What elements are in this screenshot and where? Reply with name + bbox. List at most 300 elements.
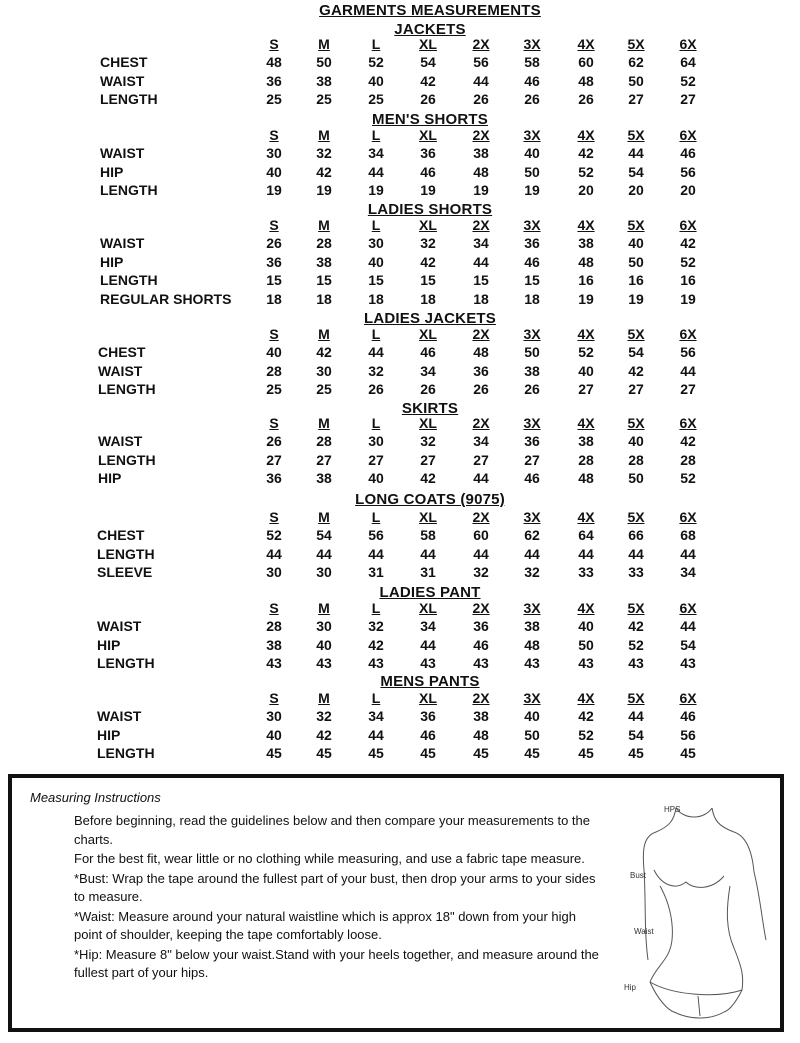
section-title: LONG COATS (9075) [355, 491, 505, 508]
measurement-value: 27 [524, 451, 540, 468]
measurement-value: 28 [316, 433, 332, 450]
measurement-value: 44 [680, 545, 696, 562]
size-header: 6X [679, 415, 697, 431]
measurement-value: 38 [316, 72, 332, 89]
measurement-value: 27 [628, 381, 644, 398]
measurement-value: 50 [316, 54, 332, 71]
measurement-value: 30 [266, 708, 282, 725]
measurement-value: 43 [266, 655, 282, 672]
size-header: XL [419, 217, 437, 233]
size-header: 5X [627, 127, 645, 143]
measurement-value: 52 [368, 54, 384, 71]
measurement-value: 40 [628, 235, 644, 252]
size-header: XL [419, 127, 437, 143]
measurement-value: 50 [524, 726, 540, 743]
measurement-value: 42 [628, 618, 644, 635]
measurement-label: CHEST [100, 54, 148, 71]
measurement-label: CHEST [98, 344, 146, 361]
measurement-label: LENGTH [100, 91, 158, 108]
measurement-value: 43 [316, 655, 332, 672]
size-header: 6X [679, 509, 697, 525]
instruction-paragraph: For the best fit, wear little or no clothing while measuring, and use a fabric tape measure. [74, 851, 585, 866]
measurement-value: 44 [473, 253, 489, 270]
size-header: 3X [523, 217, 541, 233]
measurement-value: 16 [628, 272, 644, 289]
measurement-value: 31 [368, 564, 384, 581]
measurement-value: 52 [578, 726, 594, 743]
measurement-value: 54 [316, 527, 332, 544]
measurement-value: 48 [578, 253, 594, 270]
size-header: M [318, 217, 330, 233]
measurement-value: 56 [680, 344, 696, 361]
measurement-value: 50 [524, 163, 540, 180]
measurement-value: 48 [524, 636, 540, 653]
size-header: 2X [472, 217, 490, 233]
size-header: M [318, 690, 330, 706]
size-header: 3X [523, 127, 541, 143]
measurement-value: 46 [420, 163, 436, 180]
size-header: 4X [577, 690, 595, 706]
measurement-label: WAIST [97, 708, 142, 725]
measurement-value: 27 [420, 451, 436, 468]
measurement-value: 36 [473, 362, 489, 379]
measurement-value: 44 [628, 708, 644, 725]
size-header: XL [419, 600, 437, 616]
size-header: 5X [627, 690, 645, 706]
measurement-value: 44 [316, 545, 332, 562]
measurement-value: 40 [524, 145, 540, 162]
measurement-value: 52 [578, 344, 594, 361]
measurement-value: 26 [420, 91, 436, 108]
measurement-value: 50 [578, 636, 594, 653]
measurement-value: 44 [680, 362, 696, 379]
measurement-value: 34 [420, 618, 436, 635]
measurement-value: 28 [266, 362, 282, 379]
measurement-label: LENGTH [97, 745, 155, 762]
section-title: LADIES JACKETS [364, 310, 496, 327]
measurement-value: 44 [368, 726, 384, 743]
measurement-value: 56 [368, 527, 384, 544]
size-header: 3X [523, 690, 541, 706]
size-header: L [371, 509, 381, 525]
measurement-value: 26 [266, 433, 282, 450]
measurement-value: 56 [680, 726, 696, 743]
measurement-value: 36 [266, 253, 282, 270]
measurement-value: 34 [368, 145, 384, 162]
measurement-value: 32 [316, 145, 332, 162]
measurement-value: 26 [473, 381, 489, 398]
size-header: 2X [472, 509, 490, 525]
measurement-value: 52 [680, 470, 696, 487]
measurement-value: 19 [680, 290, 696, 307]
size-header: M [318, 600, 330, 616]
measurement-value: 52 [680, 253, 696, 270]
measurement-value: 54 [680, 636, 696, 653]
measurement-value: 56 [473, 54, 489, 71]
measurement-value: 25 [316, 381, 332, 398]
measurement-value: 64 [680, 54, 696, 71]
measurement-label: HIP [97, 726, 121, 743]
size-header: 5X [627, 415, 645, 431]
measurement-value: 26 [420, 381, 436, 398]
measurement-value: 42 [316, 163, 332, 180]
measurement-label: HIP [97, 636, 121, 653]
measurement-value: 38 [524, 618, 540, 635]
measurement-value: 40 [266, 163, 282, 180]
measurement-value: 62 [524, 527, 540, 544]
size-header: XL [419, 36, 437, 52]
size-header: S [269, 127, 279, 143]
measurement-value: 28 [266, 618, 282, 635]
size-header: 4X [577, 127, 595, 143]
size-header: 6X [679, 690, 697, 706]
measurement-value: 26 [524, 381, 540, 398]
size-header: L [371, 690, 381, 706]
measurement-value: 26 [266, 235, 282, 252]
measurement-value: 38 [578, 235, 594, 252]
size-header: 2X [472, 415, 490, 431]
size-header: 4X [577, 217, 595, 233]
section-title: SKIRTS [401, 400, 459, 417]
measurement-value: 44 [628, 545, 644, 562]
measurement-value: 36 [524, 235, 540, 252]
measurement-value: 40 [266, 344, 282, 361]
size-header: 5X [627, 36, 645, 52]
measurement-label: WAIST [98, 362, 143, 379]
measurement-label: CHEST [97, 527, 145, 544]
size-header: S [269, 326, 279, 342]
measurement-value: 60 [578, 54, 594, 71]
size-header: L [371, 326, 381, 342]
measurement-value: 42 [680, 433, 696, 450]
measurement-value: 40 [578, 618, 594, 635]
measurement-value: 18 [473, 290, 489, 307]
measurement-value: 38 [473, 145, 489, 162]
measurement-value: 18 [266, 290, 282, 307]
section-title: JACKETS [394, 21, 466, 38]
measurement-value: 28 [680, 451, 696, 468]
measurement-value: 28 [628, 451, 644, 468]
measurement-value: 44 [473, 545, 489, 562]
measurement-value: 54 [628, 344, 644, 361]
measurement-value: 19 [420, 182, 436, 199]
measurement-value: 18 [420, 290, 436, 307]
instruction-paragraph: Before beginning, read the guidelines below and then compare your measurements to the charts. [74, 813, 590, 847]
size-header: 5X [627, 600, 645, 616]
figure-label-hps: HPS [664, 805, 681, 814]
measurement-value: 40 [628, 433, 644, 450]
section-title: LADIES SHORTS [367, 201, 493, 218]
measurement-value: 30 [266, 564, 282, 581]
measurement-value: 30 [266, 145, 282, 162]
measurement-value: 15 [524, 272, 540, 289]
size-header: XL [419, 326, 437, 342]
measurement-value: 42 [578, 145, 594, 162]
size-header: 2X [472, 600, 490, 616]
measurement-value: 60 [473, 527, 489, 544]
measurement-value: 42 [316, 344, 332, 361]
measurement-value: 40 [524, 708, 540, 725]
measurement-value: 68 [680, 527, 696, 544]
page-title: GARMENTS MEASUREMENTS [319, 2, 541, 19]
measurement-value: 54 [420, 54, 436, 71]
measurement-value: 48 [266, 54, 282, 71]
measurement-value: 38 [473, 708, 489, 725]
measurement-value: 25 [266, 91, 282, 108]
measurement-value: 42 [420, 72, 436, 89]
measurement-value: 36 [266, 72, 282, 89]
measurement-value: 44 [368, 163, 384, 180]
measurement-value: 34 [368, 708, 384, 725]
size-header: M [318, 326, 330, 342]
measurement-value: 34 [473, 235, 489, 252]
measurement-value: 48 [473, 726, 489, 743]
measurement-value: 19 [266, 182, 282, 199]
size-header: XL [419, 509, 437, 525]
measurement-value: 56 [680, 163, 696, 180]
torso-illustration [614, 790, 784, 1028]
size-header: M [318, 127, 330, 143]
measurement-value: 45 [368, 745, 384, 762]
measurement-value: 44 [420, 636, 436, 653]
measurement-value: 26 [473, 91, 489, 108]
measurement-label: HIP [100, 163, 124, 180]
size-header: 2X [472, 326, 490, 342]
measurement-value: 44 [628, 145, 644, 162]
measurement-value: 26 [524, 91, 540, 108]
measurement-value: 25 [266, 381, 282, 398]
measurement-value: 44 [524, 545, 540, 562]
measurement-value: 15 [266, 272, 282, 289]
measurement-value: 48 [578, 470, 594, 487]
measurement-value: 32 [368, 362, 384, 379]
measurement-value: 43 [680, 655, 696, 672]
measurement-value: 20 [578, 182, 594, 199]
measurement-value: 40 [266, 726, 282, 743]
measurement-value: 15 [420, 272, 436, 289]
measurement-value: 36 [420, 145, 436, 162]
measurement-value: 44 [473, 72, 489, 89]
measurement-value: 30 [368, 433, 384, 450]
measurement-value: 27 [628, 91, 644, 108]
measurement-value: 32 [524, 564, 540, 581]
measurement-value: 19 [578, 290, 594, 307]
measurement-value: 27 [316, 451, 332, 468]
section-title: MEN'S SHORTS [372, 111, 488, 128]
measurement-value: 30 [316, 618, 332, 635]
measurement-value: 44 [473, 470, 489, 487]
measurement-value: 36 [473, 618, 489, 635]
size-header: S [269, 690, 279, 706]
measurement-value: 43 [628, 655, 644, 672]
measurement-value: 19 [368, 182, 384, 199]
measurement-label: HIP [100, 253, 124, 270]
measurement-value: 52 [628, 636, 644, 653]
measurement-value: 38 [316, 253, 332, 270]
size-header: M [318, 415, 330, 431]
measurement-label: WAIST [100, 235, 145, 252]
instruction-paragraph: *Bust: Wrap the tape around the fullest part of your bust, then drop your arms to your sides to measure. [74, 870, 596, 904]
measurement-value: 19 [473, 182, 489, 199]
size-header: 5X [627, 509, 645, 525]
measurement-value: 54 [628, 163, 644, 180]
measurement-value: 62 [628, 54, 644, 71]
measurement-value: 45 [628, 745, 644, 762]
size-header: XL [419, 415, 437, 431]
size-header: S [269, 36, 279, 52]
size-header: XL [419, 690, 437, 706]
measurement-value: 52 [266, 527, 282, 544]
measurement-value: 15 [316, 272, 332, 289]
measurement-value: 46 [473, 636, 489, 653]
measurement-value: 32 [420, 235, 436, 252]
measurement-value: 42 [368, 636, 384, 653]
size-header: 4X [577, 36, 595, 52]
measurement-value: 45 [316, 745, 332, 762]
measurement-value: 43 [420, 655, 436, 672]
measurement-value: 18 [524, 290, 540, 307]
body-measurement-figure [614, 790, 784, 1028]
measurement-value: 36 [266, 470, 282, 487]
measurement-value: 20 [680, 182, 696, 199]
measurement-value: 36 [524, 433, 540, 450]
measurement-value: 44 [420, 545, 436, 562]
size-header: 4X [577, 415, 595, 431]
size-header: 2X [472, 36, 490, 52]
measurement-value: 50 [628, 253, 644, 270]
measurement-value: 34 [473, 433, 489, 450]
measurement-value: 45 [578, 745, 594, 762]
measurement-value: 15 [473, 272, 489, 289]
measurement-label: HIP [98, 470, 122, 487]
measurement-value: 28 [578, 451, 594, 468]
measurement-value: 40 [368, 72, 384, 89]
measurement-value: 45 [420, 745, 436, 762]
measurement-value: 20 [628, 182, 644, 199]
size-header: 6X [679, 36, 697, 52]
measurement-value: 44 [368, 545, 384, 562]
measurement-value: 19 [628, 290, 644, 307]
measuring-instructions-box [8, 774, 784, 1032]
size-header: L [371, 36, 381, 52]
measurement-value: 42 [680, 235, 696, 252]
measurement-value: 32 [316, 708, 332, 725]
measurement-value: 46 [680, 708, 696, 725]
measurement-value: 42 [420, 253, 436, 270]
size-header: 6X [679, 600, 697, 616]
measurement-value: 25 [368, 91, 384, 108]
size-header: 6X [679, 326, 697, 342]
size-header: 2X [472, 127, 490, 143]
size-header: L [371, 217, 381, 233]
measurement-value: 32 [368, 618, 384, 635]
measurement-value: 44 [578, 545, 594, 562]
size-header: L [371, 415, 381, 431]
measurement-value: 43 [473, 655, 489, 672]
measurement-value: 30 [368, 235, 384, 252]
measurement-value: 19 [524, 182, 540, 199]
measurement-label: REGULAR SHORTS [100, 290, 232, 307]
size-header: 3X [523, 415, 541, 431]
measurement-value: 46 [420, 344, 436, 361]
figure-label-hip: Hip [624, 983, 637, 992]
size-header: 4X [577, 509, 595, 525]
figure-label-waist: Waist [634, 927, 654, 936]
measurement-value: 64 [578, 527, 594, 544]
measurement-value: 27 [578, 381, 594, 398]
measurement-value: 40 [368, 470, 384, 487]
measurement-value: 30 [316, 564, 332, 581]
measurement-label: LENGTH [97, 655, 155, 672]
measurement-value: 46 [680, 145, 696, 162]
size-header: M [318, 509, 330, 525]
measurement-value: 27 [266, 451, 282, 468]
measurement-value: 38 [524, 362, 540, 379]
measurement-value: 40 [578, 362, 594, 379]
measurement-label: WAIST [100, 72, 145, 89]
size-header: S [269, 600, 279, 616]
measurement-value: 34 [680, 564, 696, 581]
measurement-value: 45 [680, 745, 696, 762]
measurement-value: 45 [266, 745, 282, 762]
measurement-value: 66 [628, 527, 644, 544]
measurement-label: LENGTH [100, 272, 158, 289]
measurement-value: 46 [524, 72, 540, 89]
measurement-label: LENGTH [97, 545, 155, 562]
measurement-value: 18 [316, 290, 332, 307]
measurement-label: LENGTH [100, 182, 158, 199]
size-header: 3X [523, 600, 541, 616]
measurement-value: 48 [473, 163, 489, 180]
size-header: 5X [627, 326, 645, 342]
instructions-title: Measuring Instructions [30, 790, 161, 805]
measurement-value: 38 [266, 636, 282, 653]
measurement-value: 36 [420, 708, 436, 725]
instruction-paragraph: *Waist: Measure around your natural waistline which is approx 18" down from your high point of shoulder, keeping the tape comfortably loose. [74, 908, 576, 942]
measurement-value: 44 [368, 344, 384, 361]
measurement-value: 34 [420, 362, 436, 379]
size-header: M [318, 36, 330, 52]
measurement-value: 46 [524, 253, 540, 270]
measurement-value: 28 [316, 235, 332, 252]
measurement-value: 44 [680, 618, 696, 635]
measurement-value: 42 [628, 362, 644, 379]
measurement-value: 52 [578, 163, 594, 180]
measurement-value: 19 [316, 182, 332, 199]
measurement-value: 31 [420, 564, 436, 581]
section-title: LADIES PANT [379, 584, 481, 601]
measurement-value: 48 [578, 72, 594, 89]
size-header: L [371, 127, 381, 143]
size-header: 4X [577, 600, 595, 616]
measurement-value: 27 [680, 381, 696, 398]
size-header: 3X [523, 36, 541, 52]
measurement-value: 45 [524, 745, 540, 762]
measurement-value: 33 [628, 564, 644, 581]
measurement-value: 32 [420, 433, 436, 450]
measurement-value: 38 [578, 433, 594, 450]
size-header: 6X [679, 217, 697, 233]
measurement-value: 38 [316, 470, 332, 487]
size-header: 2X [472, 690, 490, 706]
instructions-text [74, 812, 604, 984]
measurement-value: 42 [316, 726, 332, 743]
measurement-value: 42 [578, 708, 594, 725]
measurement-value: 58 [524, 54, 540, 71]
size-header: L [371, 600, 381, 616]
measurement-value: 42 [420, 470, 436, 487]
measurement-value: 46 [420, 726, 436, 743]
